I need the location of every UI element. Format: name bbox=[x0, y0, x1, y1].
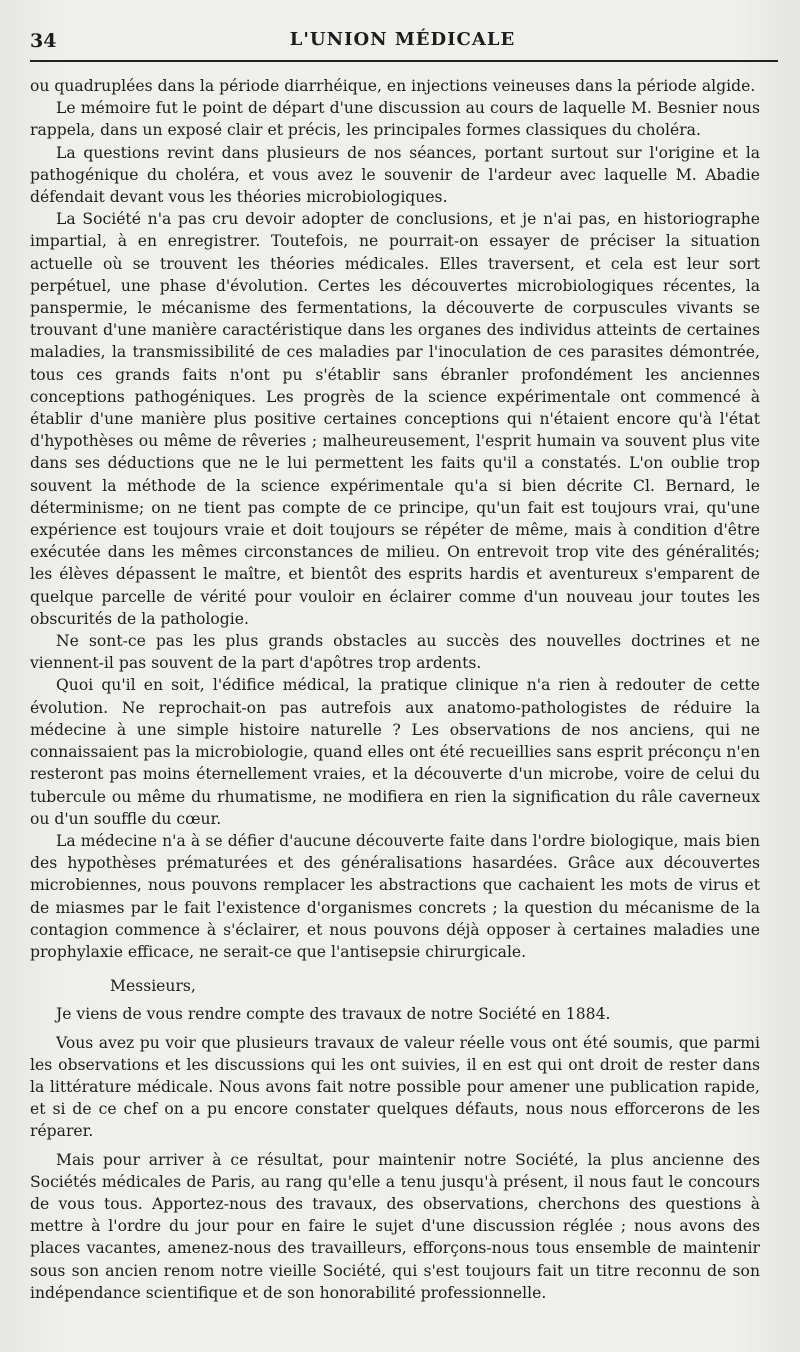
page-number: 34 bbox=[30, 30, 57, 52]
paragraph: Quoi qu'il en soit, l'édifice médical, la pratique clinique n'a rien à redouter de cette évolution. Ne reprochait-on pas autrefois aux anatomo-pathologistes de réduire la médecine à une simple histoire naturelle ? Les observations de nos anciens, qui ne connaissaient pas la microbiologie, quand elles ont été recueillies sans esprit préconçu n'en resteront pas moins éternellement vraies, et la découverte d'un microbe, voire de celui du tubercule ou même du rhumatisme, ne modifiera en rien la signification du râle caverneux ou d'un souffle du cœur. bbox=[30, 676, 760, 828]
paragraph: Ne sont-ce pas les plus grands obstacles au succès des nouvelles doctrines et ne viennent-il pas souvent de la part d'apôtres trop ardents. bbox=[30, 632, 760, 673]
paragraph: La médecine n'a à se défier d'aucune découverte faite dans l'ordre biologique, mais bien des hypothèses prématurées et des généralisations hasardées. Grâce aux découvertes microbiennes, nous pouvons remplacer les abstractions que cachaient les mots de virus et de miasmes par le fait l'existence d'organismes concrets ; la question du mécanisme de la contagion commence à s'éclairer, et nous pouvons déjà opposer à certaines maladies une prophylaxie efficace, ne serait-ce que l'antisepsie chirurgicale. bbox=[30, 831, 760, 961]
page-header bbox=[30, 26, 775, 58]
paragraph: Mais pour arriver à ce résultat, pour maintenir notre Société, la plus ancienne des Sociétés médicales de Paris, au rang qu'elle a tenu jusqu'à présent, il nous faut le concours de vous tous. Apportez-nous des travaux, des observations, cherchons des questions à mettre à l'ordre du jour pour en faire le sujet d'une discussion réglée ; nous avons des places vacantes, amenez-nous des travailleurs, efforçons-nous tous ensemble de maintenir sous son ancien renom notre vieille Société, qui s'est toujours fait un titre reconnu de son indépendance scientifique et de son honorabilité professionnelle. bbox=[30, 1150, 760, 1302]
salutation: Messieurs, bbox=[110, 977, 196, 996]
paragraph: Je viens de vous rendre compte des travaux de notre Société en 1884. bbox=[56, 1005, 611, 1024]
article-body bbox=[30, 75, 760, 1304]
journal-title: L'UNION MÉDICALE bbox=[289, 29, 516, 50]
paragraph: La questions revint dans plusieurs de nos séances, portant surtout sur l'origine et la pathogénique du choléra, et vous avez le souvenir de l'ardeur avec laquelle M. Abadie défendait devant vous les théories microbiologiques. bbox=[30, 143, 760, 207]
paragraph: Le mémoire fut le point de départ d'une discussion au cours de laquelle M. Besnier nous rappela, dans un exposé clair et précis, les principales formes classiques du choléra. bbox=[30, 99, 760, 140]
paragraph: ou quadruplées dans la période diarrhéique, en injections veineuses dans la période algide. bbox=[30, 77, 756, 95]
header-rule bbox=[30, 60, 778, 62]
paragraph: Vous avez pu voir que plusieurs travaux de valeur réelle vous ont été soumis, que parmi les observations et les discussions qui les ont suivies, il en est qui ont droit de rester dans la littérature médicale. Nous avons fait notre possible pour amener une publication rapide, et si de ce chef on a pu encore constater quelques défauts, nous nous efforcerons de les réparer. bbox=[30, 1033, 760, 1141]
paragraph: La Société n'a pas cru devoir adopter de conclusions, et je n'ai pas, en historiographe impartial, à en enregistrer. Toutefois, ne pourrait-on essayer de préciser la situation actuelle où se trouvent les théories médicales. Elles traversent, et cela est leur sort perpétuel, une phase d'évolution. Certes les découvertes microbiologiques récentes, la panspermie, le mécanisme des fermentations, la découverte de corpuscules vivants se trouvant d'une manière caractéristique dans les organes des individus atteints de certaines maladies, la transmissibilité de ces maladies par l'inoculation de ces parasites démontrée, tous ces grands faits n'ont pu s'établir sans ébranler profondément les anciennes conceptions pathogéniques. Les progrès de la science expérimentale ont commencé à établir d'une manière plus positive certaines conceptions qui n'étaient encore qu'à l'état d'hypothèses ou même de rêveries ; malheureusement, l'esprit humain va souvent plus vite dans ses déductions que ne le lui permettent les faits qu'il a constatés. L'on oublie trop souvent la méthode de la science expérimentale qu'a si bien décrite Cl. Bernard, le déterminisme; on ne tient pas compte de ce principe, qu'un fait est toujours vrai, qu'une expérience est toujours vraie et doit toujours se répéter de même, mais à condition d'être exécutée dans les mêmes circonstances de milieu. On entrevoit trop vite des généralités; les élèves dépassent le maître, et bientôt des esprits hardis et aventureux s'emparent de quelque parcelle de vérité pour vouloir en éclairer comme d'un nouveau jour toutes les obscurités de la pathologie. bbox=[30, 210, 760, 628]
